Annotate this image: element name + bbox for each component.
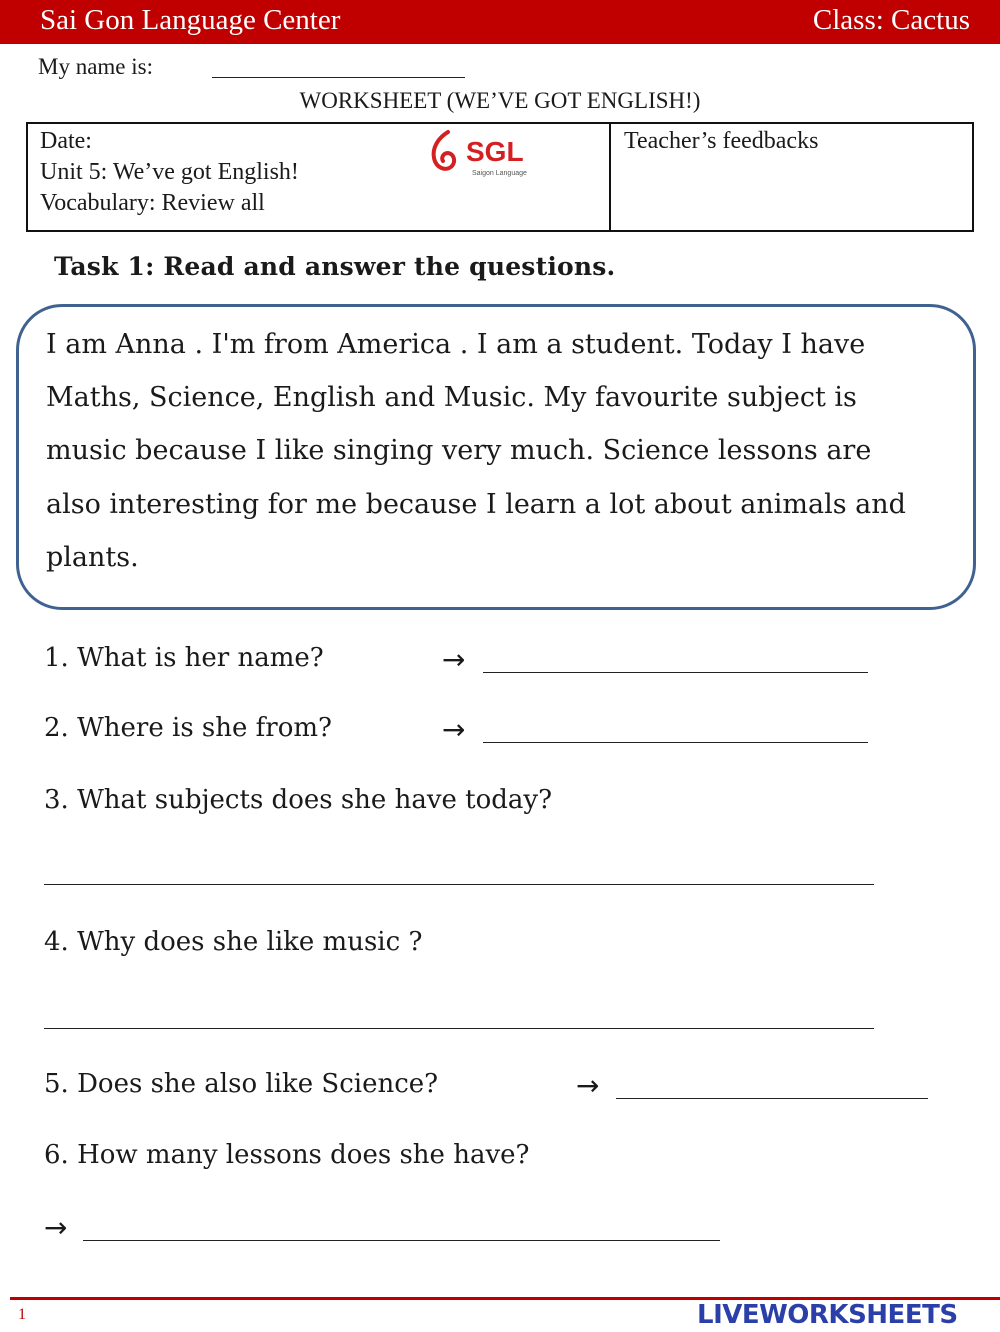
arrow-icon: →: [442, 713, 466, 746]
arrow-icon: →: [576, 1069, 600, 1102]
unit-label: Unit 5: We’ve got English!: [40, 159, 299, 185]
page-number: 1: [18, 1306, 26, 1323]
question-6: 6. How many lessons does she have?: [44, 1140, 530, 1170]
passage-line: plants.: [46, 541, 139, 573]
date-label: Date:: [40, 128, 92, 154]
passage-line: also interesting for me because I learn a lot about animals and: [46, 488, 906, 520]
name-label: My name is:: [38, 54, 153, 79]
answer-5-field[interactable]: [616, 1098, 928, 1099]
name-input-line[interactable]: [212, 77, 465, 78]
logo-text: SGL: [466, 136, 524, 167]
answer-3-field[interactable]: [44, 884, 874, 885]
reading-passage: [46, 318, 966, 584]
answer-2-field[interactable]: [483, 742, 868, 743]
question-2: 2. Where is she from?: [44, 713, 332, 743]
answer-1-field[interactable]: [483, 672, 868, 673]
arrow-icon: →: [442, 643, 466, 676]
question-3: 3. What subjects does she have today?: [44, 785, 553, 815]
answer-4-field[interactable]: [44, 1028, 874, 1029]
passage-line: music because I like singing very much. Science lessons are: [46, 435, 872, 467]
vocab-label: Vocabulary: Review all: [40, 190, 265, 216]
sgl-logo: [430, 128, 530, 180]
arrow-icon: →: [44, 1211, 68, 1244]
question-5: 5. Does she also like Science?: [44, 1069, 439, 1099]
worksheet-title: WORKSHEET (WE’VE GOT ENGLISH!): [299, 88, 701, 113]
center-name: Sai Gon Language Center: [40, 4, 341, 36]
task-title: Task 1: Read and answer the questions.: [54, 252, 616, 281]
passage-line: Maths, Science, English and Music. My favourite subject is: [46, 382, 857, 414]
class-name: Class: Cactus: [812, 4, 970, 36]
question-4: 4. Why does she like music ?: [44, 927, 423, 957]
answer-6-field[interactable]: [83, 1240, 720, 1241]
teacher-feedback-label: Teacher’s feedbacks: [624, 128, 819, 154]
liveworksheets-logo: LIVEWORKSHEETS: [697, 1300, 958, 1330]
logo-sub: Saigon Language: [472, 170, 527, 177]
question-1: 1. What is her name?: [44, 643, 324, 673]
info-divider: [609, 122, 611, 232]
passage-line: I am Anna . I'm from America . I am a student. Today I have: [46, 329, 866, 360]
